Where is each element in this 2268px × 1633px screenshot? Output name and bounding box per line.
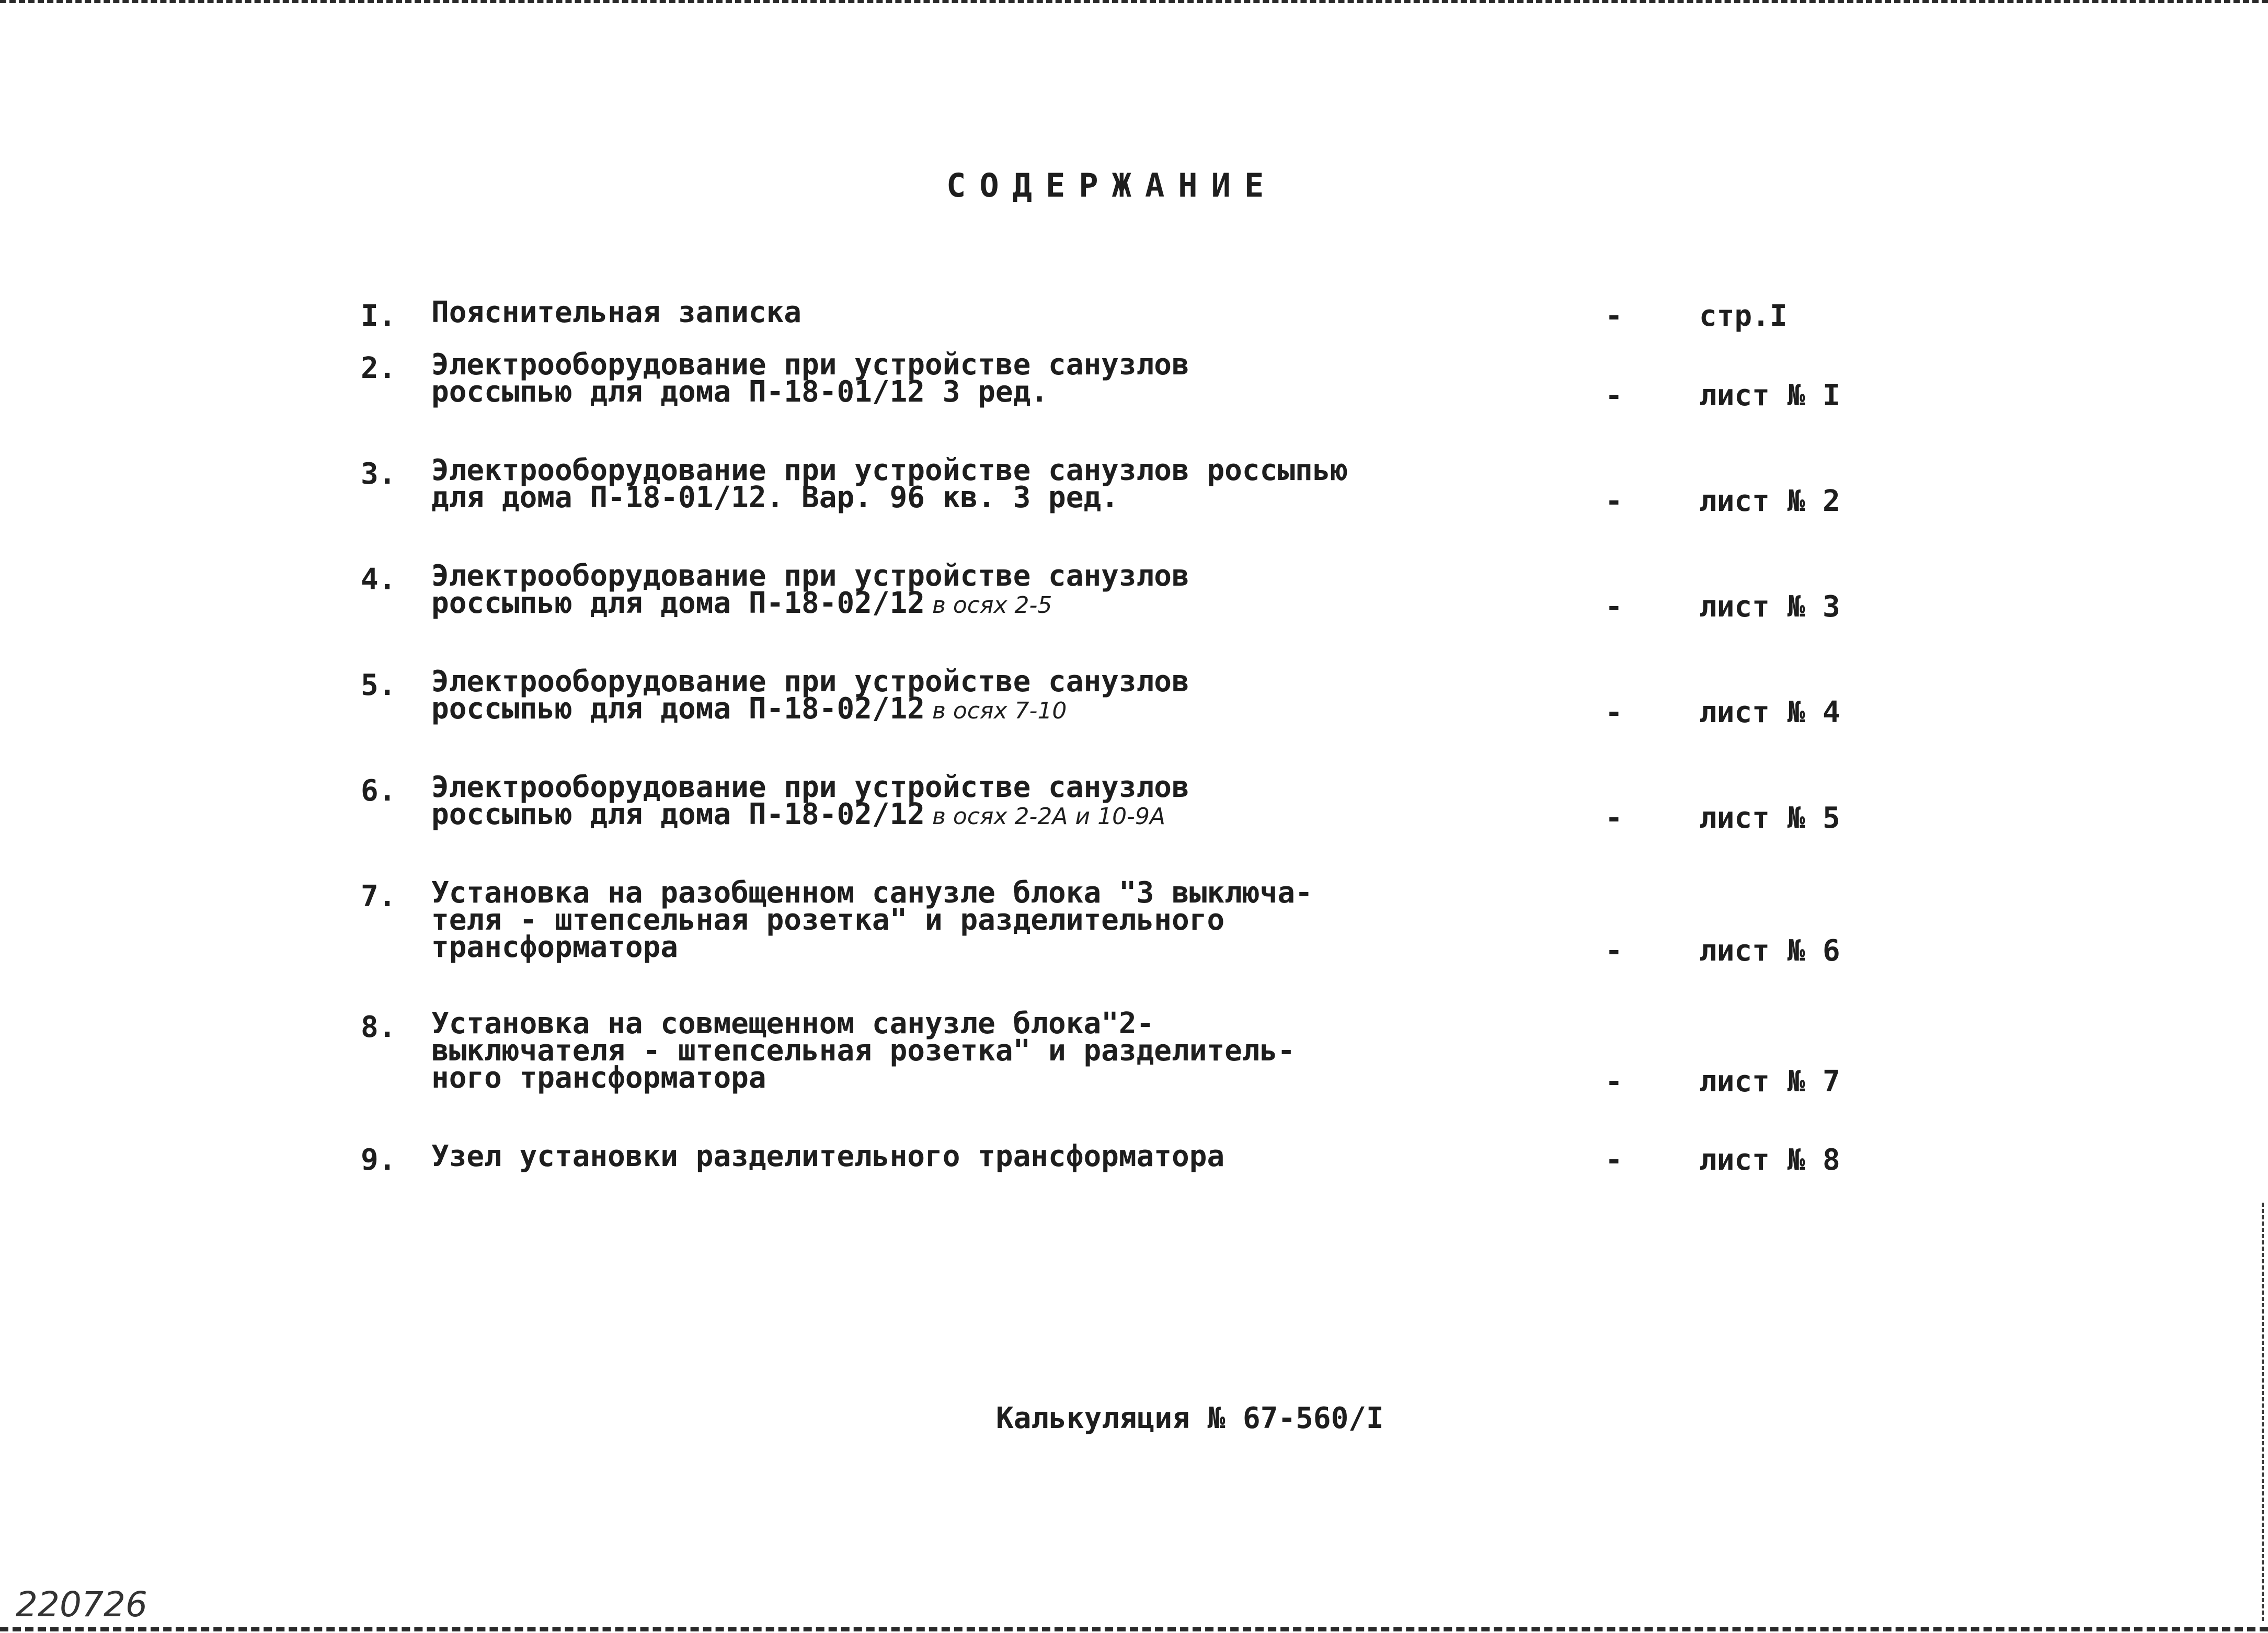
toc-entry-number: 2. (361, 351, 396, 385)
toc-entry-text: Пояснительная записка (431, 295, 802, 329)
toc-entry-number: 7. (361, 880, 396, 913)
toc-entry-dash: - (1605, 1143, 1623, 1177)
toc-entry-number: 3. (361, 457, 396, 491)
toc-entry-dash: - (1605, 484, 1623, 518)
toc-entry-text: Электрооборудование при устройстве санузлов россыпью для дома П-18-01/12. Вар. 96 кв. 3 ред. (431, 453, 1348, 515)
toc-entry-text: Установка на разобщенном санузле блока "3 выключа- теля - штепсельная розетка" и разделительного трансформатора (431, 876, 1313, 964)
toc-entry-number: 9. (361, 1143, 396, 1177)
scan-edge-bottom (0, 1627, 2268, 1631)
toc-entry-number: 5. (361, 668, 396, 702)
toc-entry-ref: лист № 4 (1699, 695, 1840, 729)
toc-entry-number: 8. (361, 1010, 396, 1044)
toc-entry-text: Электрооборудование при устройстве санузлов россыпью для дома П-18-02/12 в осях 2-5 (431, 559, 1189, 620)
calculation-reference: Калькуляция № 67-560/I (996, 1401, 1384, 1435)
inventory-number: 220726 (16, 1584, 147, 1625)
toc-entry-dash: - (1605, 1065, 1623, 1099)
toc-entry-dash: - (1605, 299, 1623, 333)
toc-entry-ref: стр.I (1699, 299, 1788, 333)
scan-edge-right (2262, 1203, 2264, 1621)
toc-entry-ref: лист № 2 (1699, 484, 1840, 518)
toc-entry-number: I. (361, 299, 396, 333)
toc-entry-ref: лист № 8 (1699, 1143, 1840, 1177)
toc-entry-text: Электрооборудование при устройстве санузлов россыпью для дома П-18-02/12 в осях 7-10 (431, 665, 1189, 726)
page-title: СОДЕРЖАНИЕ (946, 166, 1278, 204)
handwritten-note: в осях 2-5 (932, 592, 1052, 619)
toc-entry-text: Электрооборудование при устройстве санузлов россыпью для дома П-18-01/12 3 ред. (431, 348, 1189, 409)
toc-entry-dash: - (1605, 801, 1623, 835)
toc-entry-text: Электрооборудование при устройстве санузлов россыпью для дома П-18-02/12 в осях 2-2А и 10-9А (431, 770, 1189, 831)
toc-entry-ref: лист № 5 (1699, 801, 1840, 835)
toc-entry-number: 6. (361, 774, 396, 808)
toc-entry-dash: - (1605, 695, 1623, 729)
toc-entry-text: Узел установки разделительного трансформатора (431, 1139, 1225, 1173)
toc-entry-dash: - (1605, 934, 1623, 968)
toc-entry-ref: лист № I (1699, 379, 1840, 413)
toc-entry-dash: - (1605, 379, 1623, 413)
toc-entry-ref: лист № 6 (1699, 934, 1840, 968)
toc-entry-ref: лист № 3 (1699, 590, 1840, 624)
handwritten-note: в осях 7-10 (932, 698, 1067, 724)
toc-entry-text: Установка на совмещенном санузле блока"2- выключателя - штепсельная розетка" и разделитель- ного трансформатора (431, 1007, 1296, 1095)
toc-entry-dash: - (1605, 590, 1623, 624)
toc-entry-number: 4. (361, 563, 396, 597)
handwritten-note: в осях 2-2А и 10-9А (932, 803, 1166, 830)
scan-edge-top (0, 0, 2268, 3)
toc-entry-ref: лист № 7 (1699, 1065, 1840, 1099)
